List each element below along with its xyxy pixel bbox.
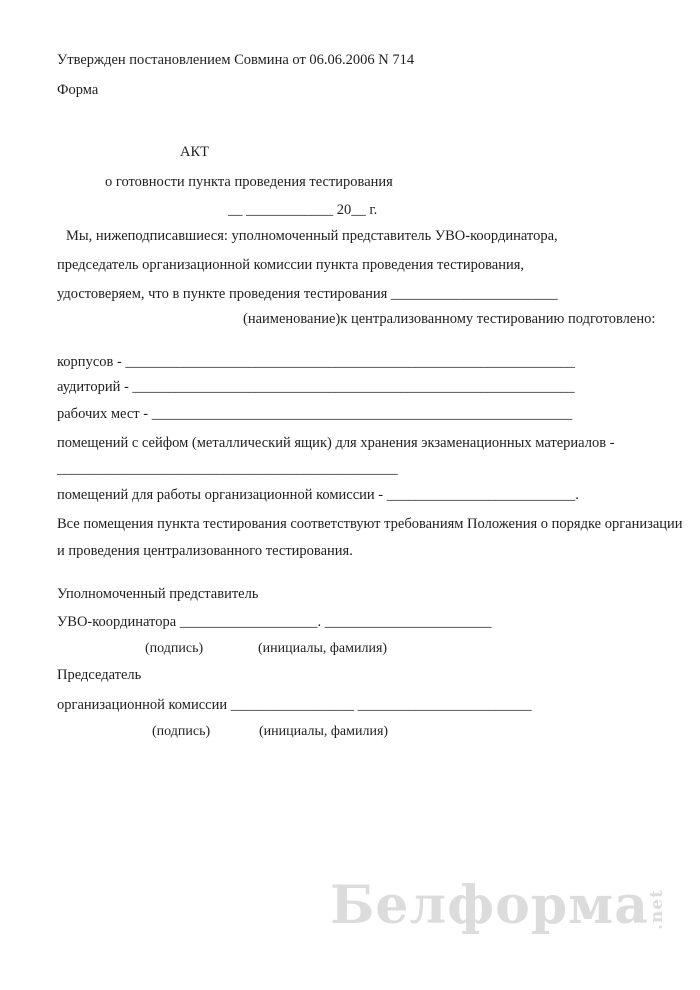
field-safes-line: _______________________________________________	[57, 461, 398, 477]
rep-name-caption: (инициалы, фамилия)	[258, 641, 388, 656]
paragraph-intro-3: удостоверяем, что в пункте проведения тестирования _______________________	[57, 286, 558, 302]
watermark-text: Белформа	[330, 875, 649, 936]
field-buildings: корпусов - ______________________________________________________________	[57, 354, 575, 370]
date-line: __ ____________ 20__ г.	[228, 202, 378, 218]
chair-title-line-1: Председатель	[57, 667, 142, 683]
rep-title-line-2: УВО-координатора ___________________. _______________________	[57, 614, 492, 630]
approval-note: Утвержден постановлением Совмина от 06.06.2006 N 714	[57, 52, 415, 68]
watermark-logo	[330, 866, 692, 936]
field-commission-rooms: помещений для работы организационной комиссии - __________________________.	[57, 487, 579, 503]
document-title: АКТ	[180, 144, 209, 160]
rep-signature-caption: (подпись)	[145, 641, 204, 656]
document-subtitle: о готовности пункта проведения тестирования	[105, 174, 393, 190]
chair-title-line-2: организационной комиссии _________________ ________________________	[57, 697, 532, 713]
field-workplaces: рабочих мест - __________________________________________________________	[57, 406, 573, 422]
conclusion-line-1: Все помещения пункта тестирования соответствуют требованиям Положения о порядке организации	[57, 516, 683, 532]
paragraph-intro-1: Мы, нижеподписавшиеся: уполномоченный представитель УВО-координатора,	[66, 228, 558, 244]
paragraph-intro-2: председатель организационной комиссии пункта проведения тестирования,	[57, 257, 525, 273]
chair-signature-caption: (подпись)	[152, 724, 211, 739]
conclusion-line-2: и проведения централизованного тестирования.	[57, 543, 353, 559]
rep-title-line-1: Уполномоченный представитель	[57, 586, 259, 602]
field-auditoriums: аудиторий - _____________________________________________________________	[57, 379, 575, 395]
form-label: Форма	[57, 82, 99, 98]
chair-name-caption: (инициалы, фамилия)	[259, 724, 389, 739]
field-safes: помещений с сейфом (металлический ящик) для хранения экзаменационных материалов -	[57, 435, 615, 451]
paragraph-intro-4: (наименование)к централизованному тестированию подготовлено:	[243, 311, 656, 327]
watermark-domain: .net	[646, 889, 667, 930]
